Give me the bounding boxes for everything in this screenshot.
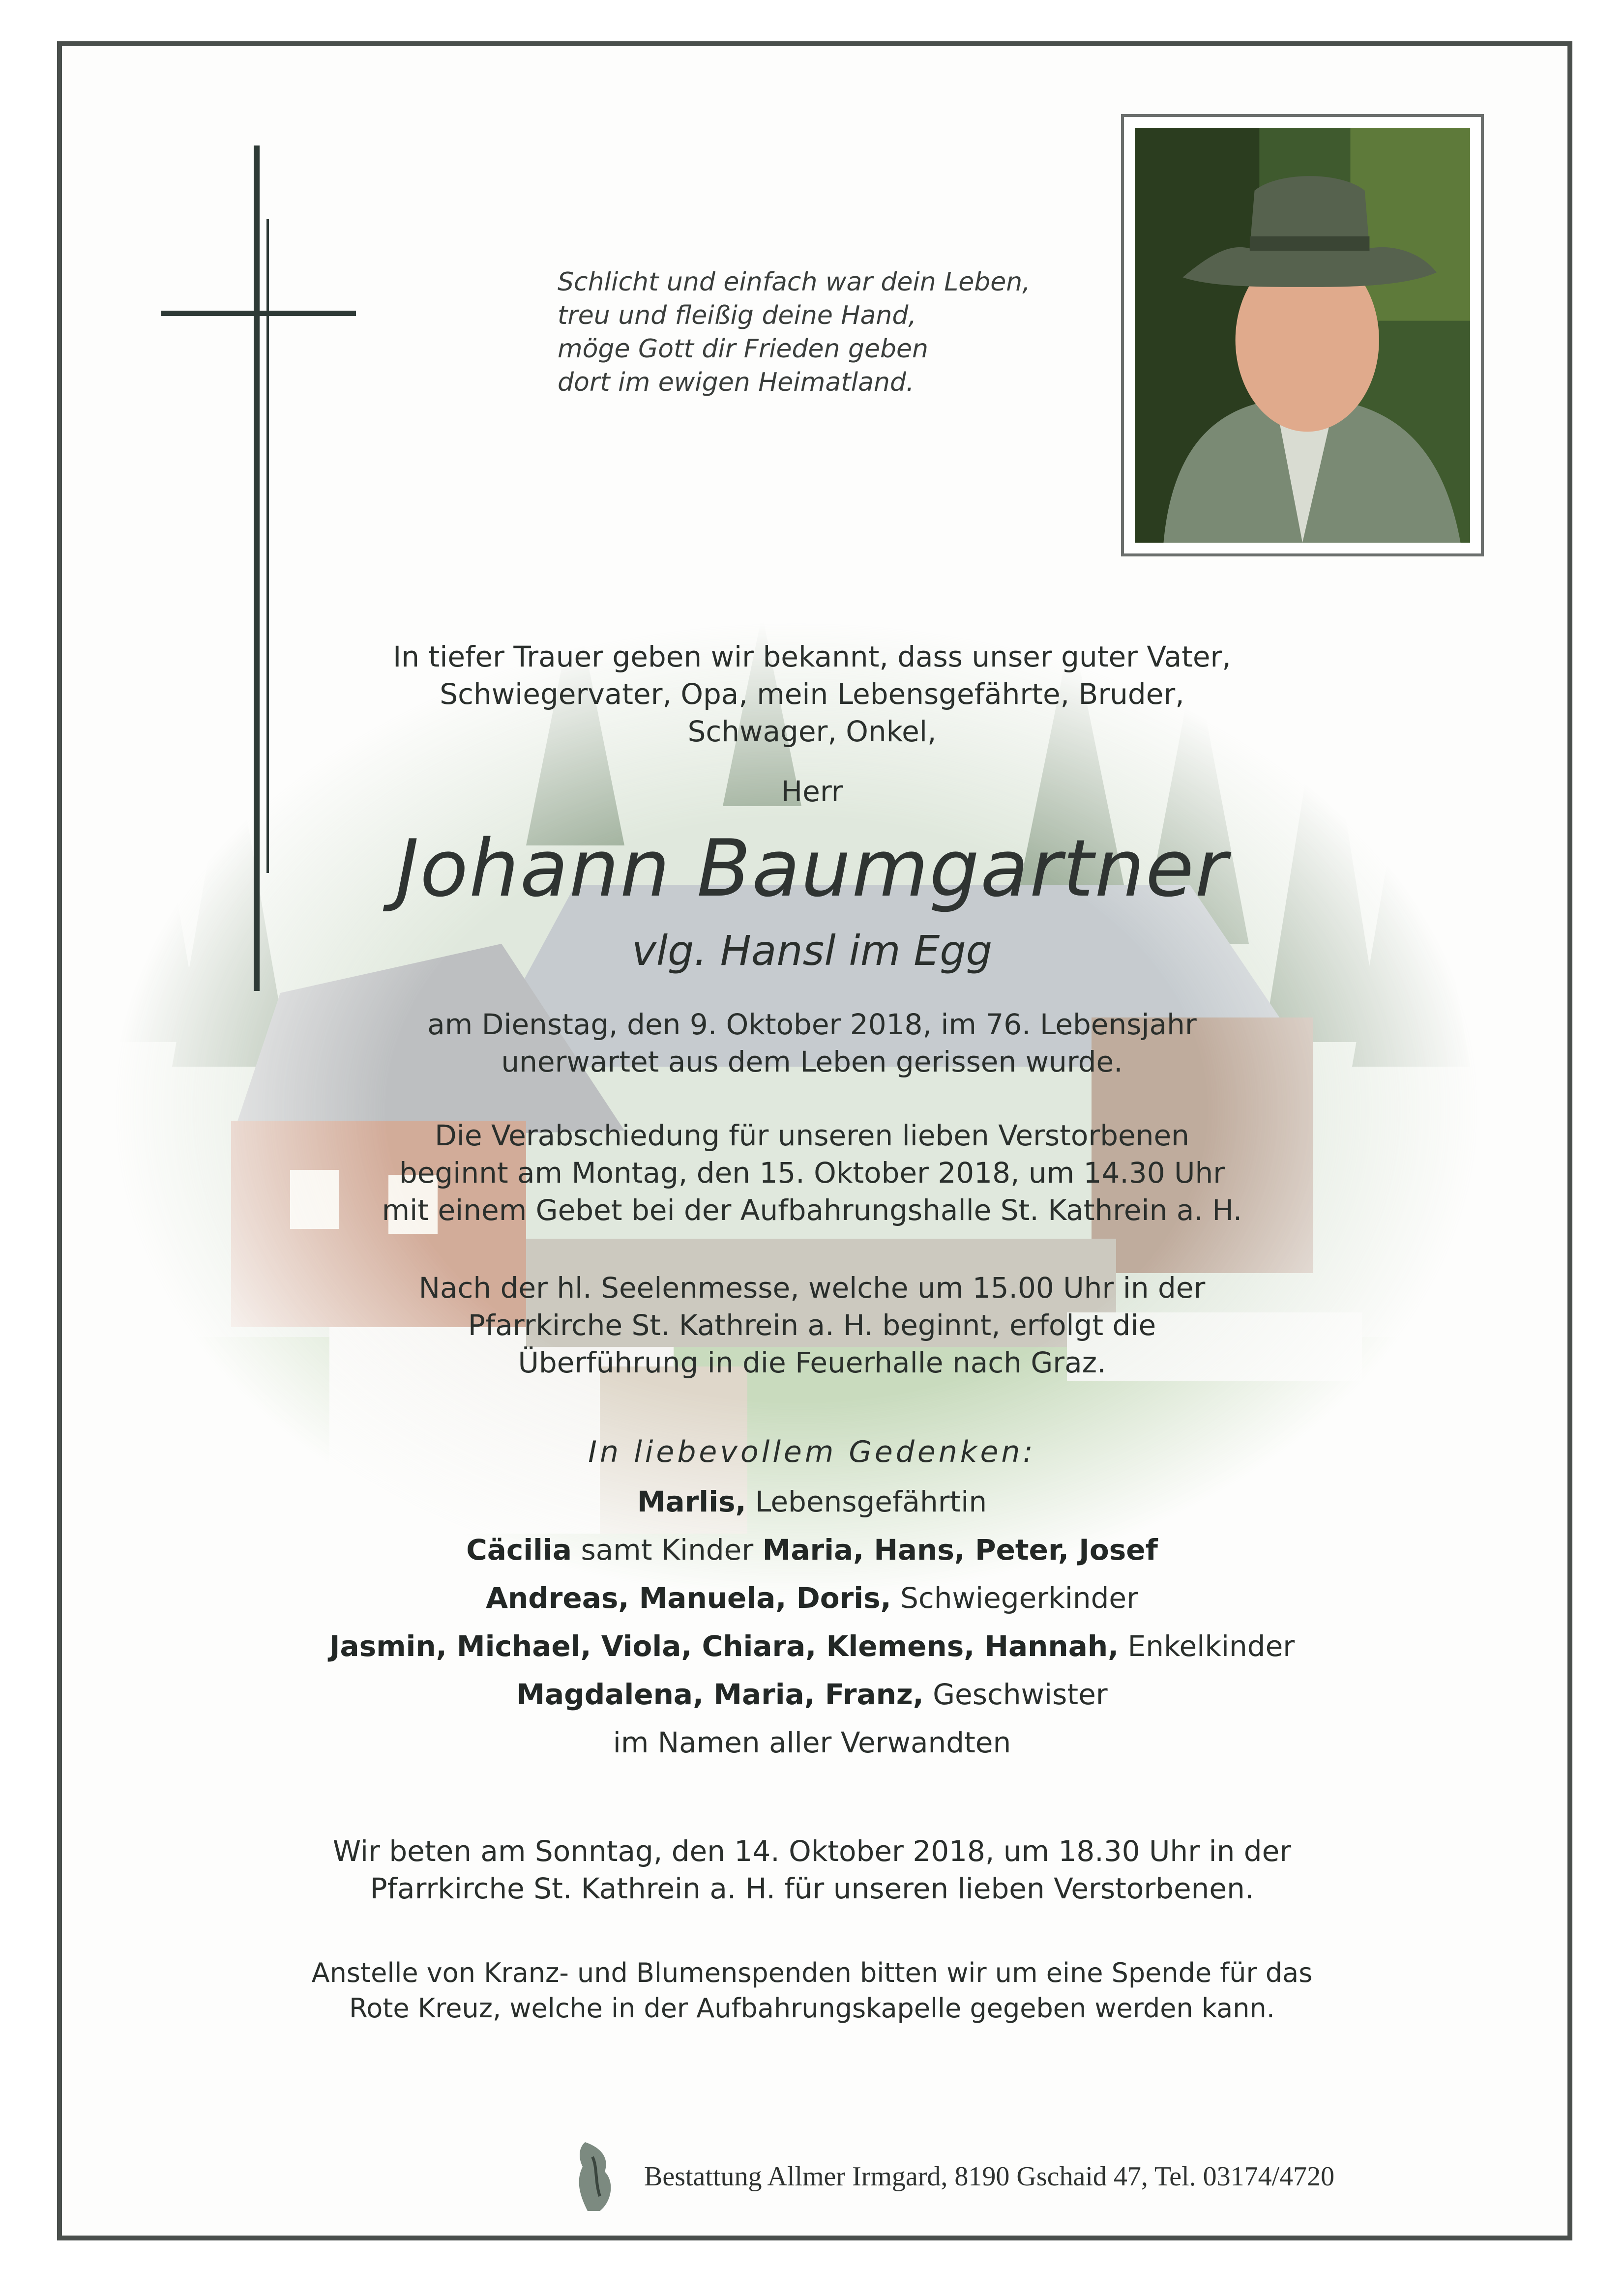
family-line: Marlis, Lebensgefährtin bbox=[637, 1485, 987, 1518]
family-line: im Namen aller Verwandten bbox=[613, 1726, 1011, 1759]
donation-info bbox=[0, 1955, 1624, 2026]
farewell-line: Die Verabschiedung für unseren lieben Verstorbenen bbox=[435, 1119, 1189, 1152]
mass-line: Pfarrkirche St. Kathrein a. H. beginnt, erfolgt die bbox=[468, 1308, 1156, 1342]
funeral-home-logo-icon bbox=[565, 2137, 624, 2216]
poem-line: möge Gott dir Frieden geben bbox=[558, 334, 928, 364]
prayer-line: Wir beten am Sonntag, den 14. Oktober 2018, um 18.30 Uhr in der bbox=[332, 1834, 1292, 1868]
death-line: unerwartet aus dem Leben gerissen wurde. bbox=[501, 1045, 1123, 1078]
death-line: am Dienstag, den 9. Oktober 2018, im 76. Lebensjahr bbox=[427, 1008, 1197, 1041]
farewell-line: mit einem Gebet bei der Aufbahrungshalle St. Kathrein a. H. bbox=[382, 1193, 1242, 1227]
family-list bbox=[0, 1478, 1624, 1767]
announcement-line: Schwager, Onkel, bbox=[687, 715, 937, 748]
announcement-line: In tiefer Trauer geben wir bekannt, dass unser guter Vater, bbox=[393, 640, 1231, 673]
poem-line: treu und fleißig deine Hand, bbox=[558, 301, 916, 330]
donation-line: Anstelle von Kranz- und Blumenspenden bitten wir um eine Spende für das bbox=[311, 1957, 1313, 1988]
prayer-line: Pfarrkirche St. Kathrein a. H. für unseren lieben Verstorbenen. bbox=[370, 1872, 1254, 1905]
mass-line: Nach der hl. Seelenmesse, welche um 15.00 Uhr in der bbox=[418, 1271, 1206, 1305]
poem-line: Schlicht und einfach war dein Leben, bbox=[558, 267, 1031, 297]
funeral-home-text: Bestattung Allmer Irmgard, 8190 Gschaid 47, Tel. 03174/4720 bbox=[644, 2161, 1335, 2192]
funeral-home-footer bbox=[565, 2137, 1401, 2216]
poem bbox=[558, 265, 1098, 399]
farewell-line: beginnt am Montag, den 15. Oktober 2018, um 14.30 Uhr bbox=[399, 1156, 1225, 1190]
gedenken-heading: In liebevollem Gedenken: bbox=[588, 1435, 1036, 1469]
portrait-photo bbox=[1121, 114, 1484, 556]
family-line: Andreas, Manuela, Doris, Schwiegerkinder bbox=[486, 1581, 1138, 1615]
prayer-info bbox=[0, 1832, 1624, 1907]
death-notice bbox=[0, 1006, 1624, 1080]
family-line: Cäcilia samt Kinder Maria, Hans, Peter, Josef bbox=[466, 1533, 1158, 1567]
announcement-line: Schwiegervater, Opa, mein Lebensgefährte, Bruder, bbox=[440, 677, 1184, 711]
deceased-name: Johann Baumgartner bbox=[395, 822, 1229, 914]
announcement bbox=[0, 638, 1624, 750]
vulgo-name: vlg. Hansl im Egg bbox=[631, 927, 993, 975]
family-line: Jasmin, Michael, Viola, Chiara, Klemens, Hannah, Enkelkinder bbox=[329, 1629, 1295, 1663]
farewell-info bbox=[0, 1117, 1624, 1229]
salutation: Herr bbox=[781, 775, 843, 808]
mass-line: Überführung in die Feuerhalle nach Graz. bbox=[518, 1346, 1106, 1379]
mass-info bbox=[0, 1269, 1624, 1381]
family-line: Magdalena, Maria, Franz, Geschwister bbox=[516, 1678, 1108, 1711]
poem-line: dort im ewigen Heimatland. bbox=[558, 368, 915, 397]
donation-line: Rote Kreuz, welche in der Aufbahrungskapelle gegeben werden kann. bbox=[349, 1993, 1275, 2024]
